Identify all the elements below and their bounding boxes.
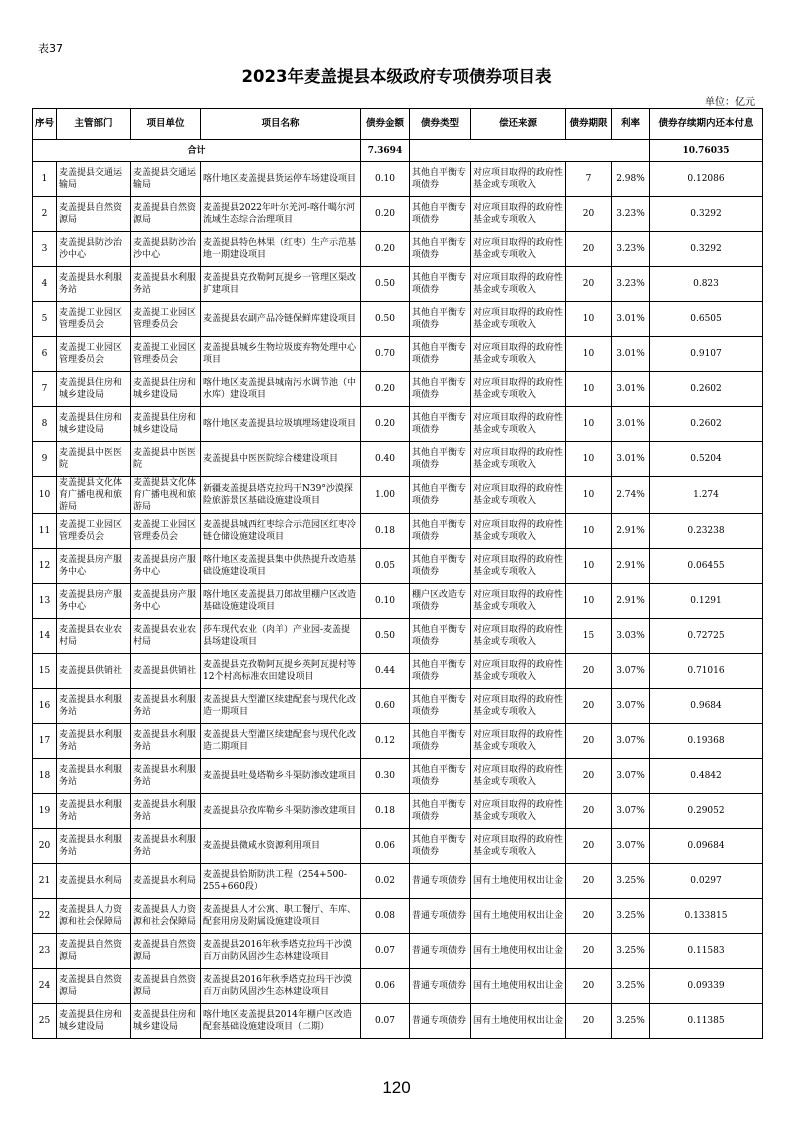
row-department: 麦盖提县房产服务中心 bbox=[57, 584, 131, 619]
row-bond-type: 普通专项债券 bbox=[410, 864, 471, 899]
row-interest-rate: 3.07% bbox=[612, 759, 650, 794]
row-index: 11 bbox=[33, 514, 57, 549]
row-department: 麦盖提县住房和城乡建设局 bbox=[57, 407, 131, 442]
row-project-name: 喀什地区麦盖提县集中供热提升改造基础设施建设项目 bbox=[201, 549, 361, 584]
table-row bbox=[33, 934, 763, 969]
row-repayment-source: 对应项目取得的政府性基金或专项收入 bbox=[471, 232, 566, 267]
total-spacer bbox=[410, 140, 650, 162]
row-repayment-source: 国有土地使用权出让金 bbox=[471, 969, 566, 1004]
row-project-unit: 麦盖提工业园区管理委员会 bbox=[131, 302, 201, 337]
row-index: 15 bbox=[33, 654, 57, 689]
row-interest-rate: 3.07% bbox=[612, 794, 650, 829]
row-repayment-total: 1.274 bbox=[650, 477, 763, 514]
row-project-unit: 麦盖提工业园区管理委员会 bbox=[131, 514, 201, 549]
row-repayment-total: 0.1291 bbox=[650, 584, 763, 619]
row-department: 麦盖提县农业农村局 bbox=[57, 619, 131, 654]
row-interest-rate: 3.01% bbox=[612, 337, 650, 372]
header-repayment-total: 债券存续期内还本付息 bbox=[650, 109, 763, 140]
row-bond-type: 其他自平衡专项债券 bbox=[410, 829, 471, 864]
row-bond-term: 20 bbox=[566, 232, 612, 267]
row-repayment-source: 对应项目取得的政府性基金或专项收入 bbox=[471, 337, 566, 372]
header-repayment-source: 偿还来源 bbox=[471, 109, 566, 140]
row-repayment-source: 对应项目取得的政府性基金或专项收入 bbox=[471, 442, 566, 477]
row-index: 17 bbox=[33, 724, 57, 759]
row-repayment-total: 0.29052 bbox=[650, 794, 763, 829]
row-project-name: 麦盖提县恰斯防洪工程（254+500-255+660段） bbox=[201, 864, 361, 899]
row-department: 麦盖提县自然资源局 bbox=[57, 934, 131, 969]
row-department: 麦盖提县人力资源和社会保障局 bbox=[57, 899, 131, 934]
row-project-name: 喀什地区麦盖提县2014年棚户区改造配套基础设施建设项目（二期） bbox=[201, 1004, 361, 1039]
row-project-unit: 麦盖提县住房和城乡建设局 bbox=[131, 372, 201, 407]
row-interest-rate: 3.25% bbox=[612, 899, 650, 934]
row-bond-amount: 0.40 bbox=[361, 442, 410, 477]
row-repayment-source: 国有土地使用权出让金 bbox=[471, 864, 566, 899]
row-project-name: 麦盖提县农副产品冷链保鲜库建设项目 bbox=[201, 302, 361, 337]
row-department: 麦盖提县交通运输局 bbox=[57, 162, 131, 197]
row-project-name: 麦盖提县克孜勒阿瓦提乡一管理区渠改扩建项目 bbox=[201, 267, 361, 302]
table-row bbox=[33, 759, 763, 794]
row-bond-amount: 0.20 bbox=[361, 372, 410, 407]
header-interest-rate: 利率 bbox=[612, 109, 650, 140]
table-row bbox=[33, 549, 763, 584]
header-project-name: 项目名称 bbox=[201, 109, 361, 140]
table-row bbox=[33, 372, 763, 407]
row-index: 12 bbox=[33, 549, 57, 584]
header-bond-term: 债券期限 bbox=[566, 109, 612, 140]
row-department: 麦盖提县水利服务站 bbox=[57, 794, 131, 829]
table-row bbox=[33, 724, 763, 759]
row-project-unit: 麦盖提县住房和城乡建设局 bbox=[131, 407, 201, 442]
row-project-unit: 麦盖提县人力资源和社会保障局 bbox=[131, 899, 201, 934]
row-bond-term: 20 bbox=[566, 829, 612, 864]
row-index: 9 bbox=[33, 442, 57, 477]
table-row bbox=[33, 337, 763, 372]
row-index: 13 bbox=[33, 584, 57, 619]
row-project-unit: 麦盖提县中医医院 bbox=[131, 442, 201, 477]
row-bond-amount: 0.06 bbox=[361, 969, 410, 1004]
row-bond-type: 其他自平衡专项债券 bbox=[410, 197, 471, 232]
row-bond-term: 10 bbox=[566, 549, 612, 584]
row-bond-term: 10 bbox=[566, 442, 612, 477]
row-repayment-source: 对应项目取得的政府性基金或专项收入 bbox=[471, 302, 566, 337]
row-bond-term: 20 bbox=[566, 759, 612, 794]
row-department: 麦盖提县水利服务站 bbox=[57, 759, 131, 794]
table-row bbox=[33, 794, 763, 829]
row-interest-rate: 3.01% bbox=[612, 442, 650, 477]
row-project-name: 喀什地区麦盖提县垃圾填埋场建设项目 bbox=[201, 407, 361, 442]
row-project-unit: 麦盖提县防沙治沙中心 bbox=[131, 232, 201, 267]
row-department: 麦盖提县防沙治沙中心 bbox=[57, 232, 131, 267]
row-interest-rate: 2.98% bbox=[612, 162, 650, 197]
row-project-name: 新疆麦盖提县塔克拉玛干N39°沙漠探险旅游景区基础设施建设项目 bbox=[201, 477, 361, 514]
total-amount: 7.3694 bbox=[361, 140, 410, 162]
row-bond-term: 20 bbox=[566, 724, 612, 759]
row-repayment-total: 0.12086 bbox=[650, 162, 763, 197]
row-project-name: 喀什地区麦盖提县货运停车场建设项目 bbox=[201, 162, 361, 197]
row-interest-rate: 3.07% bbox=[612, 689, 650, 724]
row-repayment-total: 0.2602 bbox=[650, 407, 763, 442]
row-bond-amount: 0.50 bbox=[361, 302, 410, 337]
row-department: 麦盖提县水利局 bbox=[57, 864, 131, 899]
table-row bbox=[33, 619, 763, 654]
row-project-unit: 麦盖提县房产服务中心 bbox=[131, 584, 201, 619]
row-department: 麦盖提工业园区管理委员会 bbox=[57, 514, 131, 549]
row-index: 20 bbox=[33, 829, 57, 864]
row-bond-type: 其他自平衡专项债券 bbox=[410, 442, 471, 477]
table-row bbox=[33, 162, 763, 197]
row-project-unit: 麦盖提县水利局 bbox=[131, 864, 201, 899]
row-bond-term: 15 bbox=[566, 619, 612, 654]
row-bond-amount: 0.08 bbox=[361, 899, 410, 934]
row-index: 18 bbox=[33, 759, 57, 794]
row-index: 1 bbox=[33, 162, 57, 197]
table-row bbox=[33, 442, 763, 477]
row-department: 麦盖提县水利服务站 bbox=[57, 689, 131, 724]
row-bond-amount: 0.30 bbox=[361, 759, 410, 794]
row-bond-type: 其他自平衡专项债券 bbox=[410, 232, 471, 267]
row-department: 麦盖提县水利服务站 bbox=[57, 267, 131, 302]
row-bond-term: 20 bbox=[566, 267, 612, 302]
row-index: 16 bbox=[33, 689, 57, 724]
row-index: 7 bbox=[33, 372, 57, 407]
row-project-name: 麦盖提县2022年叶尔羌河-喀什噶尔河流域生态综合治理项目 bbox=[201, 197, 361, 232]
row-bond-type: 其他自平衡专项债券 bbox=[410, 759, 471, 794]
row-bond-term: 10 bbox=[566, 372, 612, 407]
row-interest-rate: 2.74% bbox=[612, 477, 650, 514]
row-repayment-total: 0.2602 bbox=[650, 372, 763, 407]
row-repayment-source: 国有土地使用权出让金 bbox=[471, 899, 566, 934]
row-repayment-total: 0.3292 bbox=[650, 232, 763, 267]
row-bond-term: 20 bbox=[566, 689, 612, 724]
row-project-unit: 麦盖提县水利服务站 bbox=[131, 759, 201, 794]
row-repayment-source: 对应项目取得的政府性基金或专项收入 bbox=[471, 162, 566, 197]
row-index: 14 bbox=[33, 619, 57, 654]
row-department: 麦盖提县自然资源局 bbox=[57, 969, 131, 1004]
header-project-unit: 项目单位 bbox=[131, 109, 201, 140]
row-repayment-source: 对应项目取得的政府性基金或专项收入 bbox=[471, 267, 566, 302]
row-repayment-total: 0.5204 bbox=[650, 442, 763, 477]
row-bond-amount: 0.10 bbox=[361, 162, 410, 197]
row-repayment-total: 0.11583 bbox=[650, 934, 763, 969]
row-repayment-total: 0.823 bbox=[650, 267, 763, 302]
row-project-name: 麦盖提县大型灌区续建配套与现代化改造一期项目 bbox=[201, 689, 361, 724]
row-interest-rate: 3.23% bbox=[612, 232, 650, 267]
row-interest-rate: 3.25% bbox=[612, 934, 650, 969]
row-bond-term: 10 bbox=[566, 337, 612, 372]
row-bond-amount: 0.20 bbox=[361, 197, 410, 232]
page-title: 2023年麦盖提县本级政府专项债券项目表 bbox=[241, 67, 552, 86]
row-bond-type: 普通专项债券 bbox=[410, 934, 471, 969]
row-repayment-source: 对应项目取得的政府性基金或专项收入 bbox=[471, 197, 566, 232]
row-bond-term: 20 bbox=[566, 1004, 612, 1039]
row-project-name: 麦盖提县城西红枣综合示范园区红枣冷链仓储设施建设项目 bbox=[201, 514, 361, 549]
row-bond-term: 10 bbox=[566, 302, 612, 337]
row-bond-type: 其他自平衡专项债券 bbox=[410, 794, 471, 829]
row-repayment-source: 对应项目取得的政府性基金或专项收入 bbox=[471, 794, 566, 829]
row-interest-rate: 3.25% bbox=[612, 1004, 650, 1039]
table-row bbox=[33, 232, 763, 267]
row-project-unit: 麦盖提县住房和城乡建设局 bbox=[131, 1004, 201, 1039]
row-repayment-total: 0.0297 bbox=[650, 864, 763, 899]
row-project-unit: 麦盖提县自然资源局 bbox=[131, 197, 201, 232]
row-interest-rate: 3.01% bbox=[612, 407, 650, 442]
row-repayment-total: 0.19368 bbox=[650, 724, 763, 759]
row-bond-term: 20 bbox=[566, 794, 612, 829]
row-bond-term: 10 bbox=[566, 584, 612, 619]
row-index: 22 bbox=[33, 899, 57, 934]
page-number: 120 bbox=[382, 1078, 411, 1097]
row-bond-type: 其他自平衡专项债券 bbox=[410, 514, 471, 549]
table-row bbox=[33, 197, 763, 232]
row-bond-term: 20 bbox=[566, 864, 612, 899]
row-index: 3 bbox=[33, 232, 57, 267]
table-row bbox=[33, 689, 763, 724]
total-label: 合计 bbox=[33, 140, 361, 162]
row-bond-term: 20 bbox=[566, 899, 612, 934]
table-row bbox=[33, 864, 763, 899]
row-index: 2 bbox=[33, 197, 57, 232]
row-interest-rate: 2.91% bbox=[612, 514, 650, 549]
header-bond-amount: 债券金额 bbox=[361, 109, 410, 140]
row-bond-amount: 0.44 bbox=[361, 654, 410, 689]
row-department: 麦盖提工业园区管理委员会 bbox=[57, 337, 131, 372]
table-row bbox=[33, 969, 763, 1004]
row-bond-type: 普通专项债券 bbox=[410, 969, 471, 1004]
row-department: 麦盖提县供销社 bbox=[57, 654, 131, 689]
unit-label: 单位：亿元 bbox=[705, 97, 755, 108]
row-project-unit: 麦盖提县水利服务站 bbox=[131, 267, 201, 302]
row-bond-amount: 0.05 bbox=[361, 549, 410, 584]
row-interest-rate: 2.91% bbox=[612, 549, 650, 584]
row-repayment-source: 对应项目取得的政府性基金或专项收入 bbox=[471, 654, 566, 689]
row-repayment-total: 0.9107 bbox=[650, 337, 763, 372]
row-project-unit: 麦盖提工业园区管理委员会 bbox=[131, 337, 201, 372]
row-index: 23 bbox=[33, 934, 57, 969]
row-bond-amount: 0.18 bbox=[361, 514, 410, 549]
row-index: 5 bbox=[33, 302, 57, 337]
row-bond-type: 其他自平衡专项债券 bbox=[410, 407, 471, 442]
row-department: 麦盖提县水利服务站 bbox=[57, 829, 131, 864]
row-department: 麦盖提县自然资源局 bbox=[57, 197, 131, 232]
row-bond-amount: 0.12 bbox=[361, 724, 410, 759]
row-bond-amount: 0.10 bbox=[361, 584, 410, 619]
row-repayment-total: 0.09339 bbox=[650, 969, 763, 1004]
row-bond-amount: 0.07 bbox=[361, 1004, 410, 1039]
row-repayment-source: 对应项目取得的政府性基金或专项收入 bbox=[471, 724, 566, 759]
row-repayment-source: 对应项目取得的政府性基金或专项收入 bbox=[471, 759, 566, 794]
bond-project-table bbox=[32, 108, 763, 1039]
row-bond-amount: 0.02 bbox=[361, 864, 410, 899]
table-header-row bbox=[33, 109, 763, 140]
row-bond-amount: 0.60 bbox=[361, 689, 410, 724]
row-interest-rate: 3.03% bbox=[612, 619, 650, 654]
row-department: 麦盖提工业园区管理委员会 bbox=[57, 302, 131, 337]
row-project-unit: 麦盖提县水利服务站 bbox=[131, 724, 201, 759]
row-repayment-total: 0.133815 bbox=[650, 899, 763, 934]
table-row bbox=[33, 1004, 763, 1039]
table-row bbox=[33, 584, 763, 619]
row-project-unit: 麦盖提县供销社 bbox=[131, 654, 201, 689]
row-project-name: 麦盖提县中医医院综合楼建设项目 bbox=[201, 442, 361, 477]
row-project-name: 麦盖提县微咸水资源利用项目 bbox=[201, 829, 361, 864]
row-bond-type: 普通专项债券 bbox=[410, 899, 471, 934]
row-bond-term: 20 bbox=[566, 197, 612, 232]
row-bond-type: 其他自平衡专项债券 bbox=[410, 477, 471, 514]
row-project-name: 麦盖提县特色林果（红枣）生产示范基地一期建设项目 bbox=[201, 232, 361, 267]
row-interest-rate: 3.07% bbox=[612, 654, 650, 689]
row-bond-type: 其他自平衡专项债券 bbox=[410, 267, 471, 302]
row-project-name: 麦盖提县尕孜库勒乡斗渠防渗改建项目 bbox=[201, 794, 361, 829]
row-project-unit: 麦盖提县水利服务站 bbox=[131, 829, 201, 864]
row-repayment-source: 对应项目取得的政府性基金或专项收入 bbox=[471, 829, 566, 864]
row-department: 麦盖提县中医医院 bbox=[57, 442, 131, 477]
total-repayment: 10.76035 bbox=[650, 140, 763, 162]
row-repayment-source: 国有土地使用权出让金 bbox=[471, 934, 566, 969]
row-repayment-source: 国有土地使用权出让金 bbox=[471, 1004, 566, 1039]
row-bond-amount: 0.50 bbox=[361, 619, 410, 654]
row-bond-amount: 0.50 bbox=[361, 267, 410, 302]
header-department: 主管部门 bbox=[57, 109, 131, 140]
row-bond-type: 其他自平衡专项债券 bbox=[410, 549, 471, 584]
table-row bbox=[33, 407, 763, 442]
row-interest-rate: 3.23% bbox=[612, 267, 650, 302]
row-bond-term: 20 bbox=[566, 934, 612, 969]
row-interest-rate: 3.01% bbox=[612, 302, 650, 337]
row-project-name: 麦盖提县吐曼塔勒乡斗渠防渗改建项目 bbox=[201, 759, 361, 794]
table-row bbox=[33, 477, 763, 514]
row-interest-rate: 2.91% bbox=[612, 584, 650, 619]
row-index: 19 bbox=[33, 794, 57, 829]
row-repayment-source: 对应项目取得的政府性基金或专项收入 bbox=[471, 514, 566, 549]
row-index: 21 bbox=[33, 864, 57, 899]
row-repayment-total: 0.09684 bbox=[650, 829, 763, 864]
row-project-name: 喀什地区麦盖提县刀郎故里棚户区改造基础设施建设项目 bbox=[201, 584, 361, 619]
row-project-name: 麦盖提县2016年秋季塔克拉玛干沙漠百万亩防风固沙生态林建设项目 bbox=[201, 934, 361, 969]
row-bond-amount: 0.06 bbox=[361, 829, 410, 864]
table-row bbox=[33, 267, 763, 302]
row-interest-rate: 3.23% bbox=[612, 197, 650, 232]
row-repayment-total: 0.6505 bbox=[650, 302, 763, 337]
row-project-unit: 麦盖提县交通运输局 bbox=[131, 162, 201, 197]
row-bond-term: 10 bbox=[566, 407, 612, 442]
row-interest-rate: 3.07% bbox=[612, 724, 650, 759]
row-project-unit: 麦盖提县自然资源局 bbox=[131, 934, 201, 969]
row-repayment-total: 0.71016 bbox=[650, 654, 763, 689]
header-bond-type: 债券类型 bbox=[410, 109, 471, 140]
row-bond-amount: 0.20 bbox=[361, 232, 410, 267]
row-project-unit: 麦盖提县自然资源局 bbox=[131, 969, 201, 1004]
header-index: 序号 bbox=[33, 109, 57, 140]
row-department: 麦盖提县水利服务站 bbox=[57, 724, 131, 759]
row-index: 24 bbox=[33, 969, 57, 1004]
table-row bbox=[33, 302, 763, 337]
row-repayment-total: 0.23238 bbox=[650, 514, 763, 549]
table-row bbox=[33, 899, 763, 934]
row-project-unit: 麦盖提县农业农村局 bbox=[131, 619, 201, 654]
row-department: 麦盖提县房产服务中心 bbox=[57, 549, 131, 584]
row-project-name: 莎车现代农业（肉羊）产业园-麦盖提县场建设项目 bbox=[201, 619, 361, 654]
row-index: 10 bbox=[33, 477, 57, 514]
row-bond-type: 棚户区改造专项债券 bbox=[410, 584, 471, 619]
row-bond-term: 20 bbox=[566, 654, 612, 689]
row-repayment-source: 对应项目取得的政府性基金或专项收入 bbox=[471, 689, 566, 724]
row-repayment-total: 0.4842 bbox=[650, 759, 763, 794]
row-department: 麦盖提县文化体育广播电视和旅游局 bbox=[57, 477, 131, 514]
row-repayment-source: 对应项目取得的政府性基金或专项收入 bbox=[471, 407, 566, 442]
row-bond-term: 7 bbox=[566, 162, 612, 197]
row-interest-rate: 3.25% bbox=[612, 969, 650, 1004]
row-bond-amount: 0.70 bbox=[361, 337, 410, 372]
table-row bbox=[33, 829, 763, 864]
row-repayment-total: 0.9684 bbox=[650, 689, 763, 724]
table-row bbox=[33, 654, 763, 689]
row-bond-amount: 0.18 bbox=[361, 794, 410, 829]
row-project-name: 麦盖提县大型灌区续建配套与现代化改造二期项目 bbox=[201, 724, 361, 759]
row-index: 4 bbox=[33, 267, 57, 302]
row-interest-rate: 3.01% bbox=[612, 372, 650, 407]
table-row bbox=[33, 514, 763, 549]
row-bond-type: 其他自平衡专项债券 bbox=[410, 724, 471, 759]
row-index: 25 bbox=[33, 1004, 57, 1039]
row-bond-type: 其他自平衡专项债券 bbox=[410, 689, 471, 724]
row-repayment-total: 0.72725 bbox=[650, 619, 763, 654]
row-department: 麦盖提县住房和城乡建设局 bbox=[57, 372, 131, 407]
row-index: 6 bbox=[33, 337, 57, 372]
total-row bbox=[33, 140, 763, 162]
row-repayment-source: 对应项目取得的政府性基金或专项收入 bbox=[471, 549, 566, 584]
row-project-unit: 麦盖提县水利服务站 bbox=[131, 794, 201, 829]
row-interest-rate: 3.25% bbox=[612, 864, 650, 899]
row-bond-term: 10 bbox=[566, 514, 612, 549]
row-bond-term: 20 bbox=[566, 969, 612, 1004]
row-repayment-source: 对应项目取得的政府性基金或专项收入 bbox=[471, 372, 566, 407]
row-repayment-source: 对应项目取得的政府性基金或专项收入 bbox=[471, 584, 566, 619]
row-bond-type: 其他自平衡专项债券 bbox=[410, 337, 471, 372]
row-repayment-total: 0.06455 bbox=[650, 549, 763, 584]
row-bond-type: 其他自平衡专项债券 bbox=[410, 162, 471, 197]
row-index: 8 bbox=[33, 407, 57, 442]
row-bond-type: 其他自平衡专项债券 bbox=[410, 372, 471, 407]
row-project-name: 麦盖提县克孜勒阿瓦提乡英阿瓦提村等12个村高标准农田建设项目 bbox=[201, 654, 361, 689]
table-number-label: 表37 bbox=[38, 42, 63, 55]
row-bond-type: 普通专项债券 bbox=[410, 1004, 471, 1039]
row-bond-type: 其他自平衡专项债券 bbox=[410, 654, 471, 689]
row-bond-amount: 0.07 bbox=[361, 934, 410, 969]
row-repayment-source: 对应项目取得的政府性基金或专项收入 bbox=[471, 477, 566, 514]
row-project-unit: 麦盖提县文化体育广播电视和旅游局 bbox=[131, 477, 201, 514]
row-bond-type: 其他自平衡专项债券 bbox=[410, 619, 471, 654]
row-department: 麦盖提县住房和城乡建设局 bbox=[57, 1004, 131, 1039]
row-repayment-source: 对应项目取得的政府性基金或专项收入 bbox=[471, 619, 566, 654]
row-repayment-total: 0.3292 bbox=[650, 197, 763, 232]
row-interest-rate: 3.07% bbox=[612, 829, 650, 864]
row-project-name: 喀什地区麦盖提县城南污水调节池（中水库）建设项目 bbox=[201, 372, 361, 407]
row-bond-amount: 0.20 bbox=[361, 407, 410, 442]
row-project-name: 麦盖提县城乡生物垃圾废弃物处理中心项目 bbox=[201, 337, 361, 372]
row-repayment-total: 0.11385 bbox=[650, 1004, 763, 1039]
row-project-name: 麦盖提县2016年秋季塔克拉玛干沙漠百万亩防风固沙生态林建设项目 bbox=[201, 969, 361, 1004]
row-project-unit: 麦盖提县水利服务站 bbox=[131, 689, 201, 724]
row-project-unit: 麦盖提县房产服务中心 bbox=[131, 549, 201, 584]
row-bond-term: 10 bbox=[566, 477, 612, 514]
row-bond-amount: 1.00 bbox=[361, 477, 410, 514]
row-project-name: 麦盖提县人才公寓、职工餐厅、车库、配套用房及附属设施建设项目 bbox=[201, 899, 361, 934]
row-bond-type: 其他自平衡专项债券 bbox=[410, 302, 471, 337]
